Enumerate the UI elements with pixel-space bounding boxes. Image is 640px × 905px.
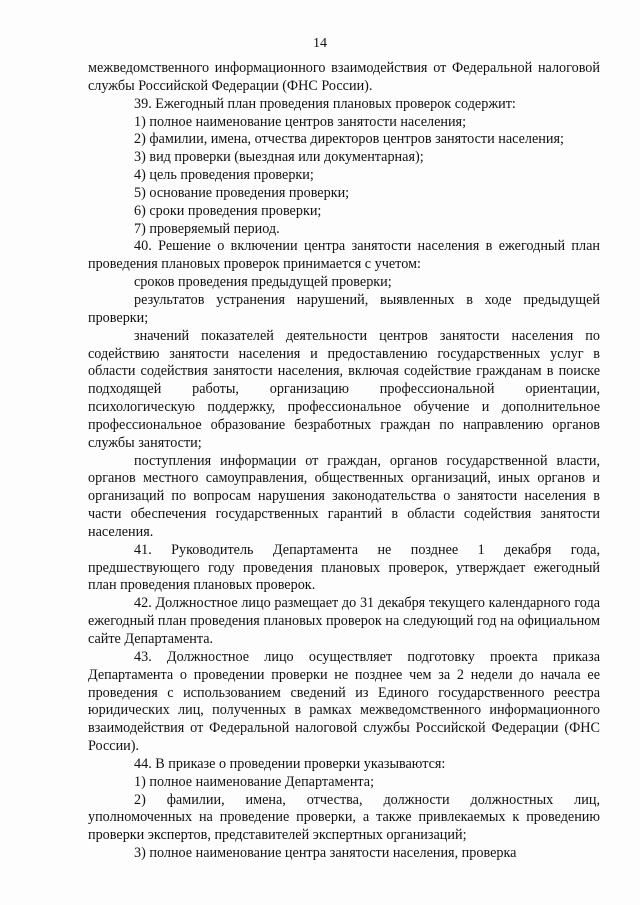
paragraph: 5) основание проведения проверки; bbox=[134, 184, 350, 201]
paragraph: 44. В приказе о проведении проверки указываются: bbox=[134, 755, 446, 772]
paragraph: 2) фамилии, имена, отчества, должности должностных лиц, уполномоченных на проведение проверки, а также привлекаемых к проведению проверки экспертов, представителей экспертных организаций; bbox=[88, 791, 600, 844]
paragraph: межведомственного информационного взаимодействия от Федеральной налоговой службы Российской Федерации (ФНС России). bbox=[88, 60, 600, 94]
paragraph: 3) полное наименование центра занятости населения, проверка bbox=[134, 845, 517, 862]
paragraph: результатов устранения нарушений, выявленных в ходе предыдущей проверки; bbox=[88, 291, 600, 326]
paragraph: 43. Должностное лицо осуществляет подготовку проекта приказа Департамента о проведении проверки не позднее чем за 2 недели до начала ее проведения с использованием сведений из Единого государственного реестра юридических лиц, полученных в рамках межведомственного информационного взаимодействия от Федеральной налоговой службы Российской Федерации (ФНС России). bbox=[88, 648, 600, 755]
paragraph: 1) полное наименование центров занятости населения; bbox=[134, 113, 467, 130]
paragraph: 40. Решение о включении центра занятости населения в ежегодный план проведения плановых проверок принимается с учетом: bbox=[88, 238, 600, 273]
paragraph: значений показателей деятельности центров занятости населения по содействию занятости населения и предоставлению государственных услуг в области содействия занятости населения, включая содействие гражданам в поиске подходящей работы, организацию профессиональной ориентации, психологическую поддержку, профессиональное обучение и дополнительное профессиональное образование безработных граждан по направлению органов службы занятости; bbox=[88, 327, 600, 451]
paragraph: 3) вид проверки (выездная или документарная); bbox=[134, 149, 424, 166]
document-body bbox=[88, 60, 600, 863]
paragraph: 1) полное наименование Департамента; bbox=[134, 773, 375, 790]
paragraph: 2) фамилии, имена, отчества директоров центров занятости населения; bbox=[134, 131, 564, 148]
paragraph: сроков проведения предыдущей проверки; bbox=[134, 274, 392, 291]
paragraph: 41. Руководитель Департамента не позднее 1 декабря года, предшествующего году проведения плановых проверок, утверждает ежегодный план проведения плановых проверок. bbox=[88, 541, 600, 594]
paragraph: 7) проверяемый период. bbox=[134, 220, 280, 237]
paragraph: поступления информации от граждан, органов государственной власти, органов местного самоуправления, общественных организаций, иных органов и организаций по вопросам нарушения законодательства о занятости населения в части обеспечения государственных гарантий в области содействия занятости населения. bbox=[88, 452, 600, 540]
page-number: 14 bbox=[313, 36, 327, 51]
paragraph: 39. Ежегодный план проведения плановых проверок содержит: bbox=[134, 95, 516, 112]
paragraph: 4) цель проведения проверки; bbox=[134, 167, 314, 184]
paragraph: 6) сроки проведения проверки; bbox=[134, 202, 322, 219]
paragraph: 42. Должностное лицо размещает до 31 декабря текущего календарного года ежегодный план проведения плановых проверок на следующий год на официальном сайте Департамента. bbox=[88, 595, 600, 647]
